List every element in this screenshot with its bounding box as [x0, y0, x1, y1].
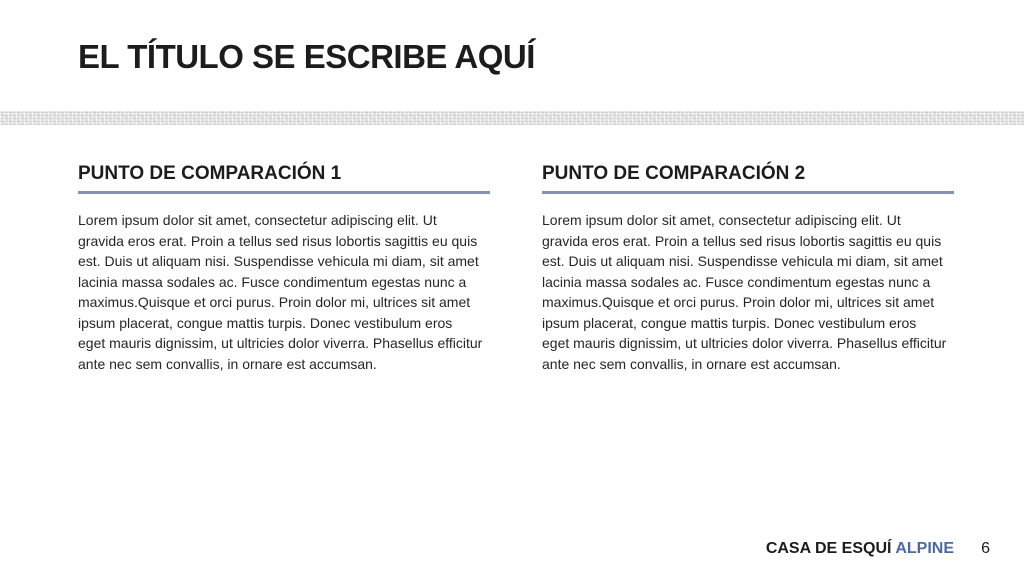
comparison-body-1: Lorem ipsum dolor sit amet, consectetur adipiscing elit. Ut gravida eros erat. Proin a tellus sed risus lobortis sagittis eu quis est. Duis ut aliquam nisi. Suspendisse vehicula mi diam, sit amet lacinia massa sodales ac. Fusce condimentum egestas nunc a maximus.Quisque et orci purus. Proin dolor mi, ultrices sit amet ipsum placerat, congue mattis turpis. Donec vestibulum eros eget mauris dignissim, ut ultricies dolor viverra. Phasellus efficitur ante nec sem convallis, in ornare est accumsan. [78, 212, 483, 372]
footer-brand-prefix: CASA DE ESQUÍ [765, 540, 892, 557]
slide-title: EL TÍTULO SE ESCRIBE AQUÍ [78, 38, 535, 75]
footer-brand [766, 540, 954, 558]
decorative-texture-band [0, 111, 1024, 125]
comparison-column-1 [78, 160, 490, 374]
comparison-heading-1: PUNTO DE COMPARACIÓN 1 [78, 163, 342, 184]
comparison-column-2 [542, 160, 954, 374]
heading-underline-2 [542, 191, 954, 194]
heading-underline-1 [78, 191, 490, 194]
comparison-heading-2: PUNTO DE COMPARACIÓN 2 [542, 163, 806, 184]
comparison-body-2: Lorem ipsum dolor sit amet, consectetur adipiscing elit. Ut gravida eros erat. Proin a tellus sed risus lobortis sagittis eu quis est. Duis ut aliquam nisi. Suspendisse vehicula mi diam, sit amet lacinia massa sodales ac. Fusce condimentum egestas nunc a maximus.Quisque et orci purus. Proin dolor mi, ultrices sit amet ipsum placerat, congue mattis turpis. Donec vestibulum eros eget mauris dignissim, ut ultricies dolor viverra. Phasellus efficitur ante nec sem convallis, in ornare est accumsan. [542, 212, 947, 372]
page-number: 6 [981, 540, 990, 557]
footer-brand-accent: ALPINE [895, 540, 954, 557]
